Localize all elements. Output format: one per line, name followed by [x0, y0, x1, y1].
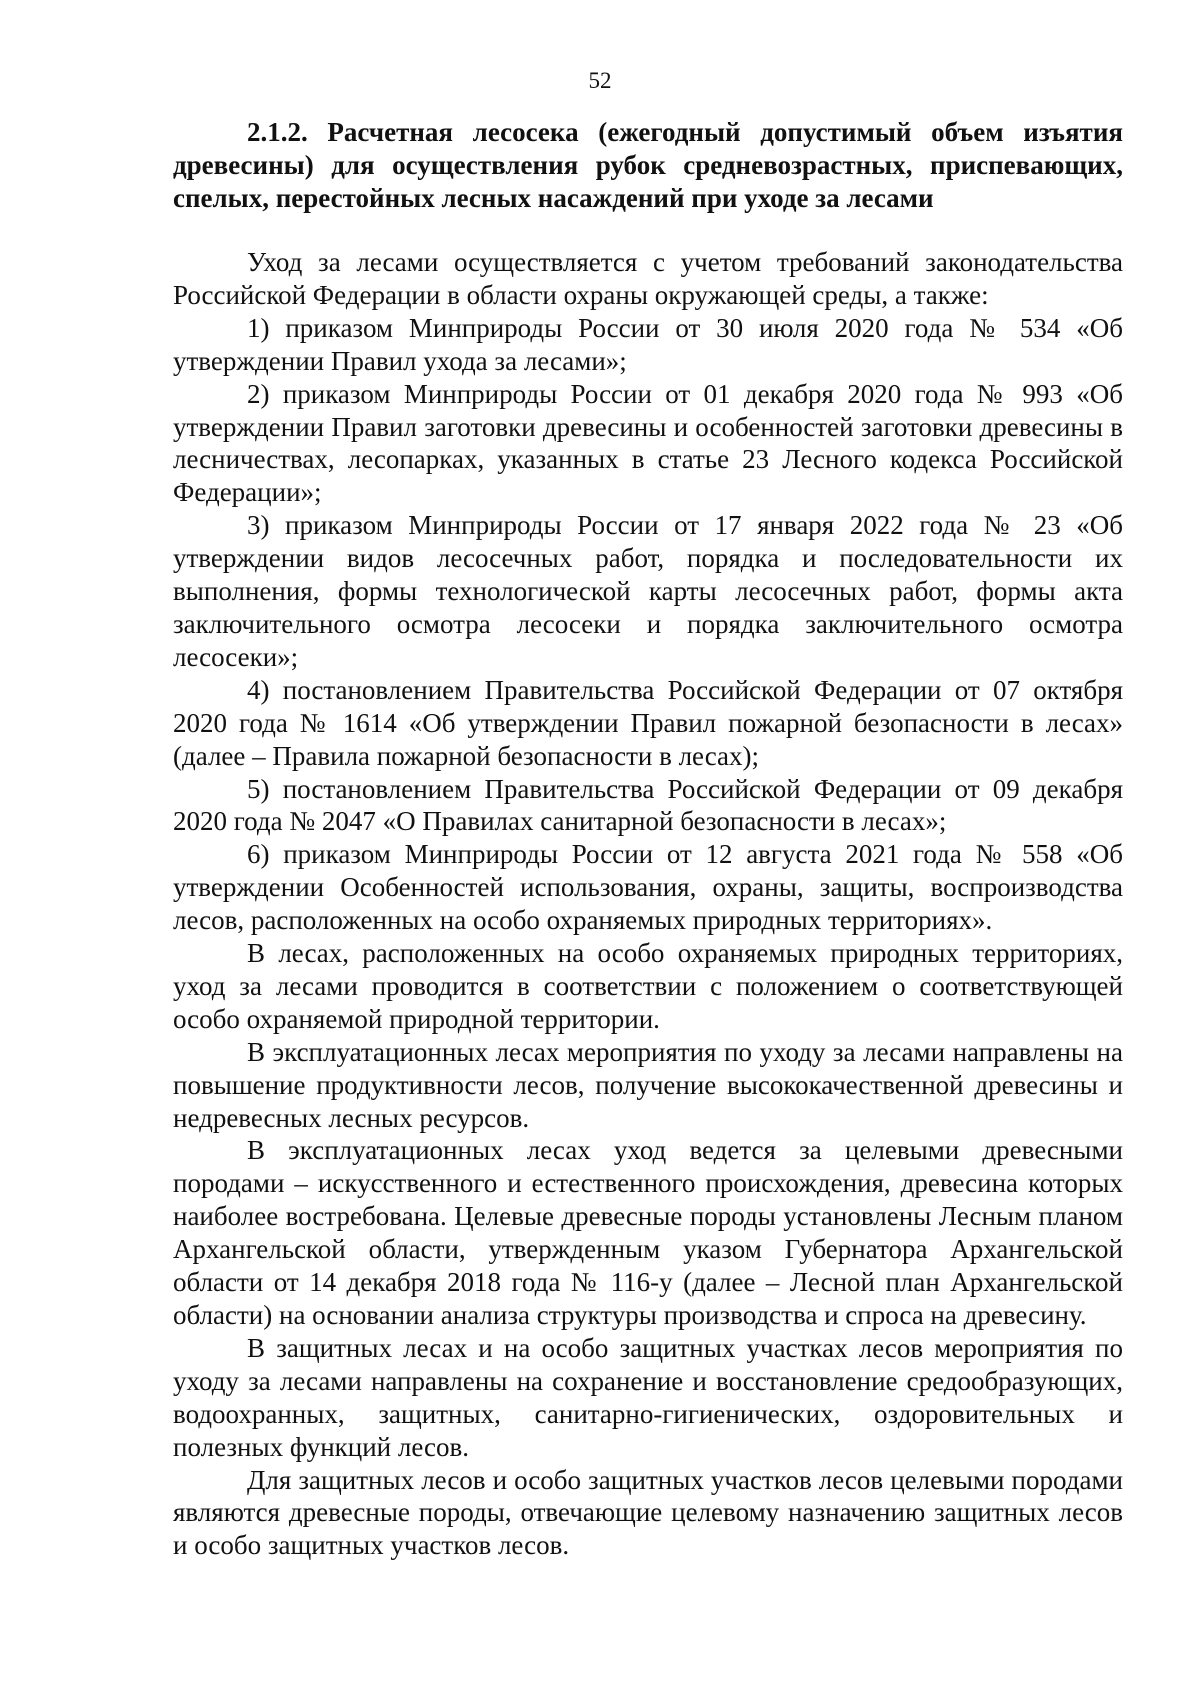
- list-item-4: 4) постановлением Правительства Российской Федерации от 07 октября 2020 года № 1614 «Об утверждении Правил пожарной безопасности в лесах» (далее – Правила пожарной безопасности в лесах);: [173, 674, 1123, 771]
- list-item-6: 6) приказом Минприроды России от 12 августа 2021 года № 558 «Об утверждении Особенностей использования, охраны, защиты, воспроизводства лесов, расположенных на особо охраняемых природных территориях».: [173, 839, 1123, 936]
- list-item-5: 5) постановлением Правительства Российской Федерации от 09 декабря 2020 года № 2047 «О Правилах санитарной безопасности в лесах»;: [173, 773, 1123, 837]
- paragraph-protected-areas: В лесах, расположенных на особо охраняемых природных территориях, уход за лесами проводится в соответствии с положением о соответствующей особо охраняемой природной территории.: [173, 938, 1123, 1034]
- page-number: 52: [588, 68, 612, 93]
- list-item-2: 2) приказом Минприроды России от 01 декабря 2020 года № 993 «Об утверждении Правил заготовки древесины и особенностей заготовки древесины в лесничествах, лесопарках, указанных в статье 23 Лесного кодекса Российской Федерации»;: [173, 378, 1123, 508]
- paragraph-target-species: В эксплуатационных лесах уход ведется за целевыми древесными породами – искусственного и естественного происхождения, древесина которых наиболее востребована. Целевые древесные породы установлены Лесным планом Архангельской области, утвержденным указом Губернатора Архангельской области от 14 декабря 2018 года № 116-у (далее – Лесной план Архангельской области) на основании анализа структуры производства и спроса на древесину.: [173, 1135, 1123, 1330]
- list-item-1: 1) приказом Минприроды России от 30 июля 2020 года № 534 «Об утверждении Правил ухода за лесами»;: [173, 312, 1123, 376]
- list-item-3: 3) приказом Минприроды России от 17 января 2022 года № 23 «Об утверждении видов лесосечных работ, порядка и последовательности их выполнения, формы технологической карты лесосечных работ, формы акта заключительного осмотра лесосеки и порядка заключительного осмотра лесосеки»;: [173, 510, 1123, 672]
- paragraph-exploitation-forests: В эксплуатационных лесах мероприятия по уходу за лесами направлены на повышение продуктивности лесов, получение высококачественной древесины и недревесных лесных ресурсов.: [173, 1036, 1123, 1133]
- paragraph-protective-target-species: Для защитных лесов и особо защитных участков лесов целевыми породами являются древесные породы, отвечающие целевому назначению защитных лесов и особо защитных участков лесов.: [173, 1464, 1123, 1561]
- paragraph-protective-forests: В защитных лесах и на особо защитных участках лесов мероприятия по уходу за лесами направлены на сохранение и восстановление средообразующих, водоохранных, защитных, санитарно-гигиенических, оздоровительных и полезных функций лесов.: [173, 1332, 1123, 1462]
- paragraph-intro: Уход за лесами осуществляется с учетом требований законодательства Российской Федерации в области охраны окружающей среды, а также:: [173, 247, 1123, 310]
- section-heading: 2.1.2. Расчетная лесосека (ежегодный допустимый объем изъятия древесины) для осуществления рубок средневозрастных, приспевающих, спелых, перестойных лесных насаждений при уходе за лесами: [173, 117, 1123, 213]
- page-content: [173, 116, 1123, 1562]
